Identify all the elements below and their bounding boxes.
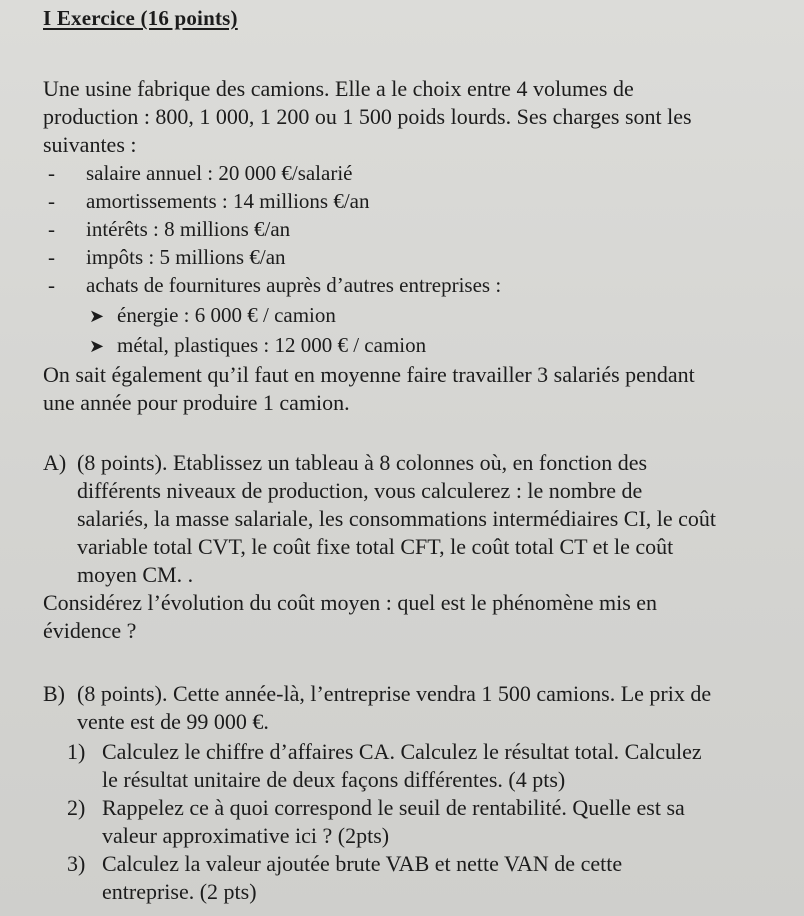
- arrow-bullet-icon: ➤: [89, 336, 105, 356]
- part-b-line: vente est de 99 000 €.: [77, 709, 269, 734]
- part-a-line: moyen CM. .: [77, 562, 194, 587]
- part-b-item-num: 1): [67, 739, 86, 764]
- part-b-item-line: le résultat unitaire de deux façons différentes. (4 pts): [102, 767, 566, 792]
- dash-bullet-icon: -: [48, 189, 55, 213]
- part-a-question: Considérez l’évolution du coût moyen : quel est le phénomène mis en: [43, 590, 658, 615]
- part-b-item-line: Rappelez ce à quoi correspond le seuil de rentabilité. Quelle est sa: [102, 795, 685, 820]
- note-line: On sait également qu’il faut en moyenne faire travailler 3 salariés pendant: [43, 362, 695, 387]
- intro-line: Une usine fabrique des camions. Elle a le choix entre 4 volumes de: [43, 76, 634, 101]
- charge-item: [48, 187, 370, 215]
- charge-item: [48, 215, 291, 243]
- fourniture-item: [89, 301, 336, 329]
- part-b-item-line: Calculez le chiffre d’affaires CA. Calculez le résultat total. Calculez: [102, 739, 702, 764]
- part-a-line: différents niveaux de production, vous calculerez : le nombre de: [77, 478, 643, 503]
- exercise-title: I Exercice (16 points): [43, 6, 238, 30]
- part-b-line: (8 points). Cette année-là, l’entreprise vendra 1 500 camions. Le prix de: [77, 681, 712, 706]
- charge-text: impôts : 5 millions €/an: [86, 245, 286, 269]
- fourniture-item: [89, 331, 427, 359]
- part-b-item-num: 2): [67, 795, 86, 820]
- part-a-line: salariés, la masse salariale, les consommations intermédiaires CI, le coût: [77, 506, 717, 531]
- charge-item: [48, 243, 286, 271]
- part-b-item-line: Calculez la valeur ajoutée brute VAB et nette VAN de cette: [102, 851, 623, 876]
- dash-bullet-icon: -: [48, 273, 55, 297]
- part-a-question: évidence ?: [43, 618, 137, 643]
- intro-line: suivantes :: [43, 132, 137, 157]
- part-b-item-line: valeur approximative ici ? (2pts): [102, 823, 390, 848]
- part-a-label: A): [43, 450, 67, 475]
- intro-line: production : 800, 1 000, 1 200 ou 1 500 poids lourds. Ses charges sont les: [43, 104, 692, 129]
- charge-text: achats de fournitures auprès d’autres entreprises :: [86, 273, 502, 297]
- note-line: une année pour produire 1 camion.: [43, 390, 350, 415]
- arrow-bullet-icon: ➤: [89, 306, 105, 326]
- dash-bullet-icon: -: [48, 245, 55, 269]
- part-a-line: variable total CVT, le coût fixe total CFT, le coût total CT et le coût: [77, 534, 674, 559]
- charge-item: [48, 271, 502, 299]
- part-b-item-num: 3): [67, 851, 86, 876]
- charge-text: intérêts : 8 millions €/an: [86, 217, 291, 241]
- charge-item: [48, 159, 353, 187]
- part-b-label: B): [43, 681, 65, 706]
- dash-bullet-icon: -: [48, 161, 55, 185]
- fourniture-text: énergie : 6 000 € / camion: [117, 303, 336, 327]
- fourniture-text: métal, plastiques : 12 000 € / camion: [117, 333, 427, 357]
- charge-text: salaire annuel : 20 000 €/salarié: [86, 161, 353, 185]
- part-b-item-line: entreprise. (2 pts): [102, 879, 257, 904]
- charge-text: amortissements : 14 millions €/an: [86, 189, 370, 213]
- dash-bullet-icon: -: [48, 217, 55, 241]
- part-a-line: (8 points). Etablissez un tableau à 8 colonnes où, en fonction des: [77, 450, 648, 475]
